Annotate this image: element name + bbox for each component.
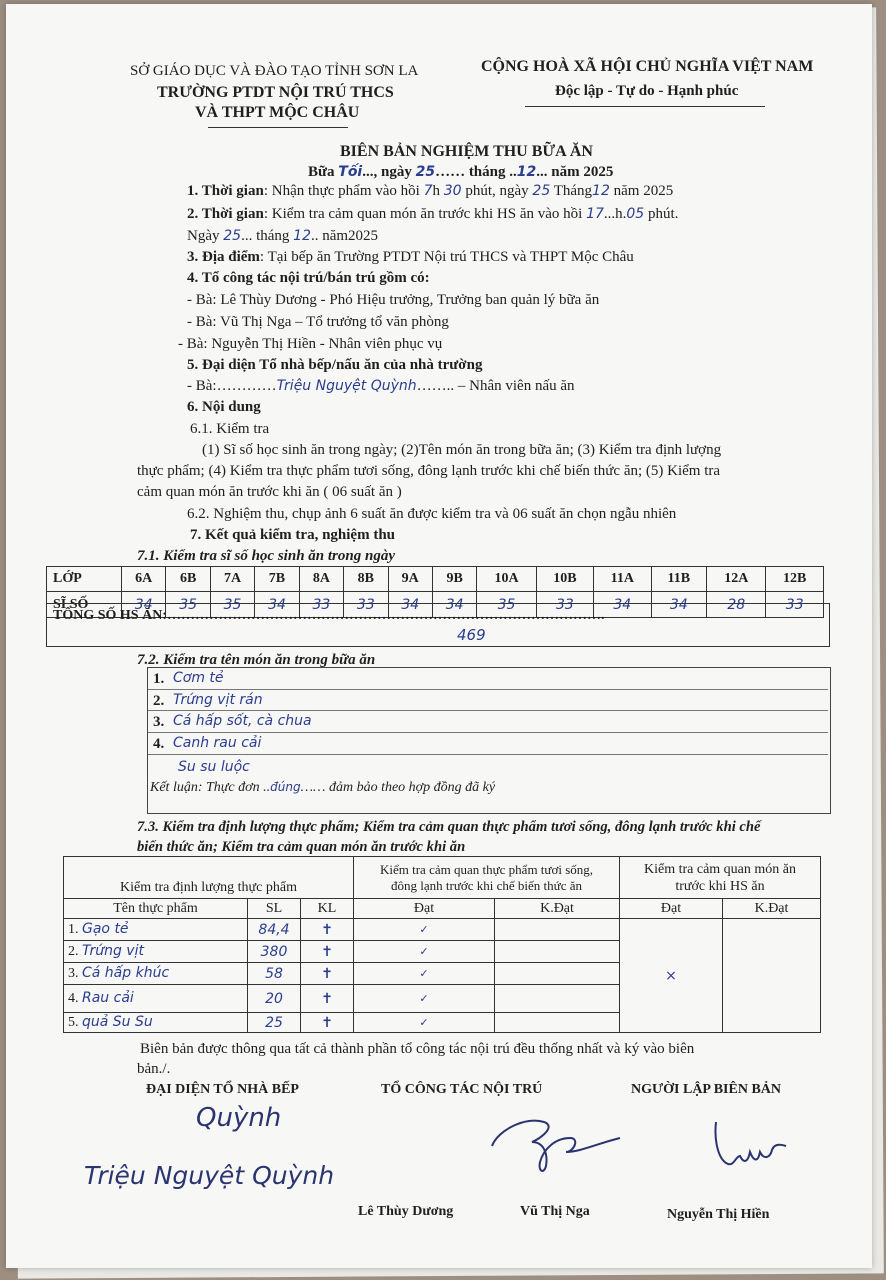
creator-signature-title: NGƯỜI LẬP BIÊN BẢN — [631, 1082, 782, 1097]
day-value: 25 — [415, 164, 436, 180]
section-6-1: 6.1. Kiểm tra — [190, 421, 270, 437]
dat-cell: ✓ — [354, 1013, 495, 1033]
menu-item: Cơm tẻ — [173, 670, 224, 686]
food-name-cell: 4. Rau cải — [64, 985, 248, 1013]
section-7-label: 7. Kết quả kiểm tra, nghiệm thu — [190, 527, 396, 543]
food-check-header-row — [64, 899, 821, 919]
class-cell: 6B — [166, 567, 210, 592]
section-1: 1. Thời gian: Nhận thực phẩm vào hồi 7h 30 phút, ngày 25 Tháng12 năm 2025 — [187, 183, 674, 199]
closing-line-1: Biên bản được thông qua tất cả thành phần tổ công tác nội trú đều thống nhất và ký vào biên — [140, 1041, 695, 1057]
member-3: - Bà: Nguyễn Thị Hiền - Nhân viên phục vụ — [178, 336, 443, 352]
count-cell: 34 — [255, 592, 299, 618]
count-cell: 35 — [210, 592, 254, 618]
attendance-total-box — [46, 603, 830, 647]
kl-cell: ✝ — [301, 1013, 354, 1033]
cook-name: Triệu Nguyệt Quỳnh — [276, 378, 417, 394]
group-quantity: Kiểm tra định lượng thực phẩm — [64, 857, 354, 899]
month-value: 12 — [516, 164, 537, 180]
nation-title: CỘNG HOÀ XÃ HỘI CHỦ NGHĨA VIỆT NAM — [481, 58, 814, 75]
kdat-cell — [495, 1013, 620, 1033]
menu-rule — [148, 689, 828, 690]
menu-item-extra: Su su luộc — [178, 759, 250, 775]
menu-number: 3. — [153, 714, 165, 730]
section-6-label: 6. Nội dung — [187, 399, 261, 415]
menu-number: 2. — [153, 693, 165, 709]
final-dat-cell: × — [620, 919, 723, 1033]
class-row-label: LỚP — [47, 567, 122, 592]
section-5-label: 5. Đại diện Tổ nhà bếp/nấu ăn của nhà trường — [187, 357, 483, 373]
school-name-line2: VÀ THPT MỘC CHÂU — [195, 104, 360, 121]
kitchen-signature-title: ĐẠI DIỆN TỔ NHÀ BẾP — [146, 1082, 299, 1097]
class-cell: 8A — [299, 567, 343, 592]
menu-conclusion: Kết luận: Thực đơn ..đúng…… đảm bảo theo hợp đồng đã ký — [150, 780, 496, 795]
committee-name-1: Lê Thùy Dương — [358, 1204, 454, 1219]
section-6-1-text-2: thực phẩm; (4) Kiểm tra thực phẩm tươi sống, đông lạnh trước khi chế biến thức ăn; (5) Kiểm tra — [137, 463, 721, 479]
class-cell: 7A — [210, 567, 254, 592]
col-kdat-2: K.Đạt — [723, 899, 821, 919]
committee-name-2: Vũ Thị Nga — [520, 1204, 590, 1219]
dat-cell: ✓ — [354, 963, 495, 985]
section-2-line-2: Ngày 25... tháng 12.. năm2025 — [187, 228, 379, 244]
count-cell: 34 — [594, 592, 651, 618]
school-name-line1: TRƯỜNG PTDT NỘI TRÚ THCS — [157, 84, 394, 101]
count-cell: 35 — [166, 592, 210, 618]
count-cell: 35 — [477, 592, 536, 618]
col-dat: Đạt — [354, 899, 495, 919]
creator-signature — [710, 1116, 790, 1172]
kdat-cell — [495, 963, 620, 985]
meal-value: Tối — [338, 164, 363, 180]
count-cell: 34 — [122, 592, 166, 618]
dat-cell: ✓ — [354, 985, 495, 1013]
class-cell: 9B — [432, 567, 476, 592]
dat-cell: ✓ — [354, 919, 495, 941]
sl-cell: 58 — [248, 963, 301, 985]
group-fresh: Kiểm tra cảm quan thực phẩm tươi sống, đông lạnh trước khi chế biến thức ăn — [354, 857, 620, 899]
kl-cell: ✝ — [301, 919, 354, 941]
section-5-person: - Bà:…………Triệu Nguyệt Quỳnh…….. – Nhân viên nấu ăn — [187, 378, 575, 394]
kitchen-full-name: Triệu Nguyệt Quỳnh — [84, 1161, 335, 1190]
class-cell: 7B — [255, 567, 299, 592]
final-kdat-cell — [723, 919, 821, 1033]
creator-name: Nguyễn Thị Hiền — [667, 1207, 770, 1222]
food-check-table — [63, 856, 821, 1033]
food-name-cell: 1. Gạo tẻ — [64, 919, 248, 941]
sl-cell: 380 — [248, 941, 301, 963]
count-cell: 34 — [388, 592, 432, 618]
food-check-group-row — [64, 857, 821, 899]
menu-number: 4. — [153, 736, 165, 752]
food-check-heading-2: biến thức ăn; Kiểm tra cảm quan món ăn trước khi ăn — [137, 839, 466, 855]
kdat-cell — [495, 941, 620, 963]
class-cell: 9A — [388, 567, 432, 592]
kdat-cell — [495, 919, 620, 941]
class-cell: 10A — [477, 567, 536, 592]
food-check-heading-1: 7.3. Kiểm tra định lượng thực phẩm; Kiểm tra cảm quan thực phẩm tươi sống, đông lạnh trước khi chế — [137, 819, 761, 835]
member-1: - Bà: Lê Thùy Dương - Phó Hiệu trưởng, Trưởng ban quản lý bữa ăn — [187, 292, 600, 308]
class-cell: 10B — [536, 567, 593, 592]
count-cell: 28 — [707, 592, 766, 618]
table-row — [64, 919, 821, 941]
menu-item: Trứng vịt rán — [173, 692, 263, 708]
sl-cell: 20 — [248, 985, 301, 1013]
col-kdat: K.Đạt — [495, 899, 620, 919]
document-subtitle: Bữa Tối..., ngày 25…… tháng ..12... năm 2025 — [308, 164, 614, 180]
kdat-cell — [495, 985, 620, 1013]
class-cell: 12B — [766, 567, 824, 592]
col-name: Tên thực phẩm — [64, 899, 248, 919]
count-cell: 33 — [536, 592, 593, 618]
header-underline-left — [208, 127, 348, 128]
col-kl: KL — [301, 899, 354, 919]
count-row-label: SĨ SỐ — [47, 592, 122, 618]
header-underline-right — [525, 106, 765, 107]
col-dat-2: Đạt — [620, 899, 723, 919]
section-3: 3. Địa điểm: Tại bếp ăn Trường PTDT Nội trú THCS và THPT Mộc Châu — [187, 249, 634, 265]
section-2: 2. Thời gian: Kiểm tra cảm quan món ăn trước khi HS ăn vào hồi 17...h.05 phút. — [187, 206, 679, 222]
class-cell: 11B — [651, 567, 707, 592]
count-cell: 33 — [344, 592, 388, 618]
section-6-1-text-1: (1) Sĩ số học sinh ăn trong ngày; (2)Tên món ăn trong bữa ăn; (3) Kiểm tra định lượng — [202, 442, 722, 458]
attendance-total-value: 469 — [457, 626, 486, 644]
food-name-cell: 2. Trứng vịt — [64, 941, 248, 963]
col-sl: SL — [248, 899, 301, 919]
menu-rule — [148, 754, 828, 755]
attendance-total-label: TỔNG SỐ HS ĂN:…………………………………………………………………………………. — [53, 608, 605, 623]
menu-rule — [148, 732, 828, 733]
committee-signature-title: TỔ CÔNG TÁC NỘI TRÚ — [381, 1082, 543, 1097]
class-cell: 11A — [594, 567, 651, 592]
menu-item: Canh rau cải — [173, 735, 262, 751]
count-cell: 33 — [766, 592, 824, 618]
section-4-label: 4. Tổ công tác nội trú/bán trú gồm có: — [187, 270, 430, 286]
nation-motto: Độc lập - Tự do - Hạnh phúc — [555, 83, 739, 99]
food-name-cell: 3. Cá hấp khúc — [64, 963, 248, 985]
menu-heading: 7.2. Kiểm tra tên món ăn trong bữa ăn — [137, 652, 376, 668]
closing-line-2: bản./. — [137, 1061, 171, 1077]
committee-signature — [486, 1108, 626, 1178]
class-row — [47, 567, 824, 592]
kl-cell: ✝ — [301, 963, 354, 985]
count-cell: 34 — [651, 592, 707, 618]
count-cell: 33 — [299, 592, 343, 618]
section-6-2: 6.2. Nghiệm thu, chụp ảnh 6 suất ăn được kiểm tra và 06 suất ăn chọn ngẫu nhiên — [187, 506, 677, 522]
kl-cell: ✝ — [301, 941, 354, 963]
section-6-1-text-3: cảm quan món ăn trước khi ăn ( 06 suất ăn ) — [137, 484, 402, 500]
document-title: BIÊN BẢN NGHIỆM THU BỮA ĂN — [340, 143, 593, 160]
menu-item: Cá hấp sốt, cà chua — [173, 713, 312, 729]
count-cell: 34 — [432, 592, 476, 618]
member-2: - Bà: Vũ Thị Nga – Tổ trưởng tổ văn phòng — [187, 314, 449, 330]
menu-rule — [148, 710, 828, 711]
attendance-heading: 7.1. Kiểm tra sĩ số học sinh ăn trong ngày — [137, 548, 395, 564]
dat-cell: ✓ — [354, 941, 495, 963]
class-cell: 8B — [344, 567, 388, 592]
sl-cell: 84,4 — [248, 919, 301, 941]
menu-number: 1. — [153, 671, 165, 687]
department-name: SỞ GIÁO DỤC VÀ ĐÀO TẠO TỈNH SƠN LA — [130, 63, 419, 79]
class-cell: 12A — [707, 567, 766, 592]
group-dish: Kiểm tra cảm quan món ăn trước khi HS ăn — [620, 857, 821, 899]
class-cell: 6A — [122, 567, 166, 592]
kl-cell: ✝ — [301, 985, 354, 1013]
food-name-cell: 5. quả Su Su — [64, 1013, 248, 1033]
kitchen-signature: Quỳnh — [196, 1103, 282, 1133]
sl-cell: 25 — [248, 1013, 301, 1033]
